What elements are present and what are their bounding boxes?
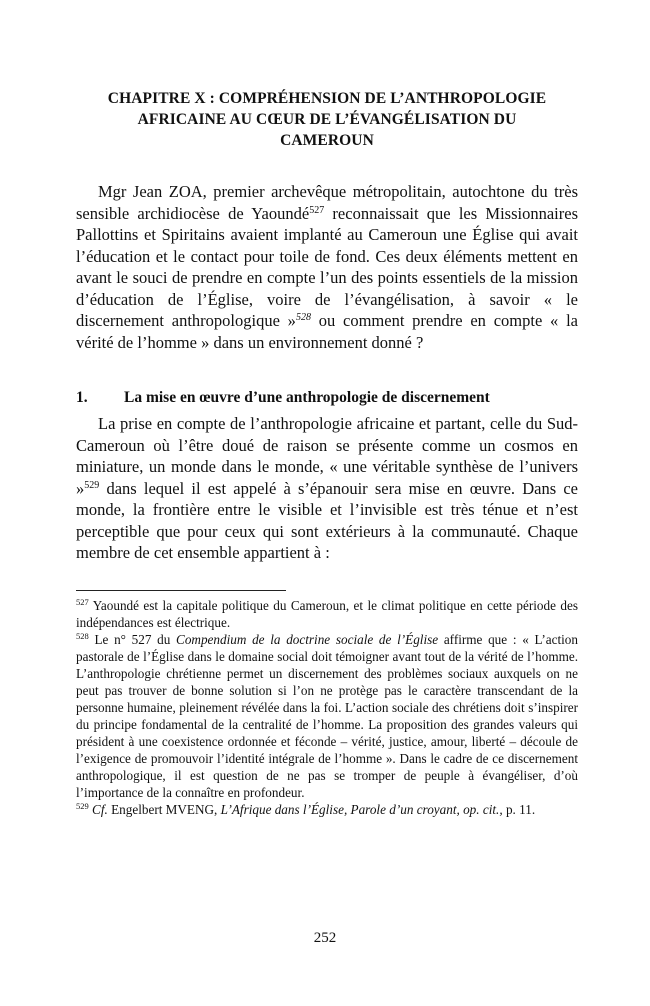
footnote-ref[interactable]: 529 xyxy=(84,479,100,491)
chapter-title-line: CAMEROUN xyxy=(280,132,374,149)
footnotes xyxy=(76,597,578,818)
footnote-page: p. 11. xyxy=(502,801,536,817)
body-paragraph xyxy=(76,181,578,353)
paragraph-text: dans lequel il est appelé à s’épanouir sera mise en œuvre. Dans ce monde, la frontière entre le visible et l’invisible est très ténue et n’est perceptible que pour ceux qui sont extérieurs à la communauté. Chaque membre de cet ensemble appartient à : xyxy=(76,478,578,562)
body-paragraph xyxy=(76,413,578,564)
footnote-author: Engelbert MVENG, xyxy=(107,801,221,817)
chapter-title-line: CHAPITRE X : COMPRÉHENSION DE L’ANTHROPOLOGIE xyxy=(107,90,547,107)
footnote-text: Yaoundé est la capitale politique du Cameroun, et le climat politique en cette période des indépendances est électrique. xyxy=(76,597,578,630)
footnote-number: 529 xyxy=(76,800,89,811)
footnote-number: 528 xyxy=(76,630,89,641)
page-number: 252 xyxy=(313,930,337,946)
footnote-528 xyxy=(76,631,578,801)
footnote-work-title: Compendium de la doctrine sociale de l’Église xyxy=(176,631,439,647)
footnote-divider xyxy=(76,590,286,591)
section-heading xyxy=(76,389,578,407)
paragraph-text: La prise en compte de l’anthropologie africaine et partant, celle du Sud-Cameroun où l’être doué de raison se présente comme un cosmos en miniature, un monde dans le monde, « une véritable synthèse de l’univers » xyxy=(76,414,578,498)
footnote-work-title: L’Afrique dans l’Église, Parole d’un croyant, op. cit., xyxy=(220,801,503,817)
footnote-number: 527 xyxy=(76,596,89,607)
footnote-ref[interactable]: 528 xyxy=(295,312,311,323)
paragraph-text: Mgr Jean ZOA, premier archevêque métropolitain, autochtone du très sensible archidiocèse de Yaoundé xyxy=(76,182,578,223)
paragraph-text: ou comment prendre en compte « la vérité de l’homme » dans un environnement donné ? xyxy=(76,311,579,352)
footnote-529 xyxy=(76,801,578,818)
chapter-title xyxy=(76,88,578,151)
paragraph-text: reconnaissait que les Missionnaires Pallottins et Spiritains avaient implanté au Cameroun une Église qui avait l’éducation et le contact pour toile de fond. Ces deux éléments mettent en avant le souci de prendre en compte l’un des points essentiels de la mission d’éducation de l’Église, voire de l’évangélisation, à savoir « le discernement anthropologique » xyxy=(76,203,578,330)
footnote-cf: Cf. xyxy=(92,801,108,817)
footnote-ref[interactable]: 527 xyxy=(309,204,325,216)
section-title: La mise en œuvre d’une anthropologie de discernement xyxy=(124,389,490,406)
footnote-527 xyxy=(76,597,578,631)
footnote-text: affirme que : « L’action pastorale de l’Église dans le domaine social doit témoigner avant tout de la vérité de l’homme. L’anthropologie chrétienne permet un discernement des problèmes sociaux auxquels on ne peut pas trouver de bonne solution si l’on ne protège pas le caractère transcendant de la personne humaine, pleinement révélée dans la foi. L’action sociale des chrétiens doit s’inspirer du principe fondamental de la centralité de l’homme. La proposition des grandes valeurs qui président à une coexistence ordonnée et féconde – vérité, justice, amour, liberté – découle de l’exigence de promouvoir l’identité intégrale de l’homme ». Dans le cadre de ce discernement anthropologique, il est question de ne pas se tromper de peuple à évangéliser, d’où l’importance de la connaître en profondeur. xyxy=(76,631,578,800)
chapter-title-line: AFRICAINE AU CŒUR DE L’ÉVANGÉLISATION DU xyxy=(137,111,517,128)
footnote-text: Le n° 527 du xyxy=(88,631,177,647)
section-number: 1. xyxy=(76,389,88,406)
